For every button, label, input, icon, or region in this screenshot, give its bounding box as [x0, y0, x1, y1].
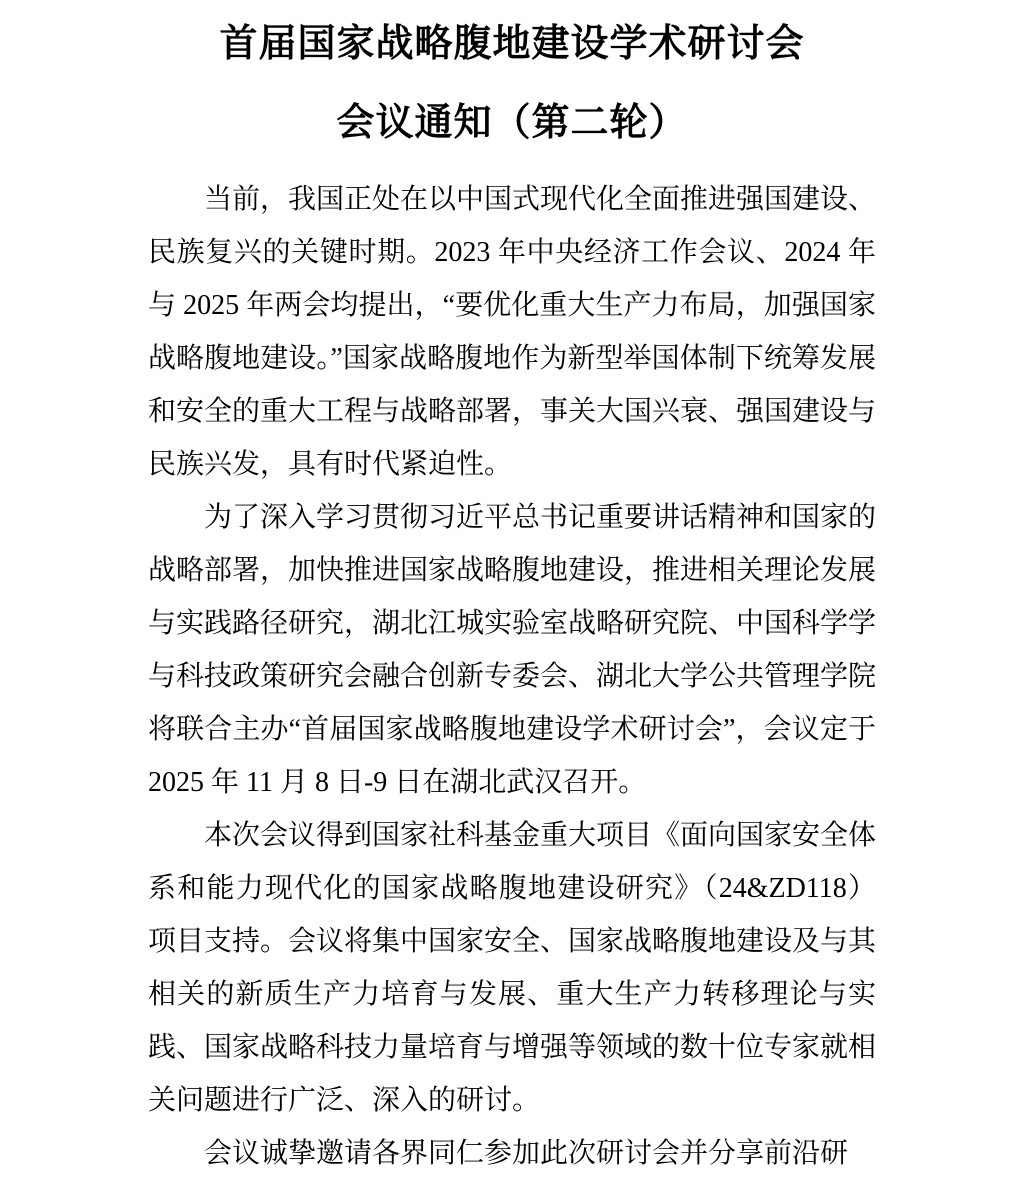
document-subtitle: 会议通知（第二轮） — [336, 102, 688, 144]
paragraph-1: 当前，我国正处在以中国式现代化全面推进强国建设、民族复兴的关键时期。2023 年中央经济工作会议、2024 年与 2025 年两会均提出，“要优化重大生产力布局，加强国家战略腹地建设。”国家战略腹地作为新型举国体制下统筹发展和安全的重大工程与战略部署，事关大国兴衰、强国建设与民族兴发，具有时代紧迫性。 — [148, 184, 877, 480]
document-body — [148, 173, 876, 1180]
paragraph-3: 本次会议得到国家社科基金重大项目《面向国家安全体系和能力现代化的国家战略腹地建设研究》（24&ZD118）项目支持。会议将集中国家安全、国家战略腹地建设及与其相关的新质生产力培育与发展、重大生产力转移理论与实践、国家战略科技力量培育与增强等领域的数十位专家就相关问题进行广泛、深入的研讨。 — [148, 820, 877, 1116]
document-title: 首届国家战略腹地建设学术研讨会 — [219, 23, 805, 65]
paragraph-2: 为了深入学习贯彻习近平总书记重要讲话精神和国家的战略部署，加快推进国家战略腹地建设，推进相关理论发展与实践路径研究，湖北江城实验室战略研究院、中国科学学与科技政策研究会融合创新专委会、湖北大学公共管理学院将联合主办“首届国家战略腹地建设学术研讨会”，会议定于 2025 年 11 月 8 日-9 日在湖北武汉召开。 — [148, 502, 877, 798]
paragraph-4: 会议诚挚邀请各界同仁参加此次研讨会并分享前沿研 — [204, 1138, 849, 1169]
